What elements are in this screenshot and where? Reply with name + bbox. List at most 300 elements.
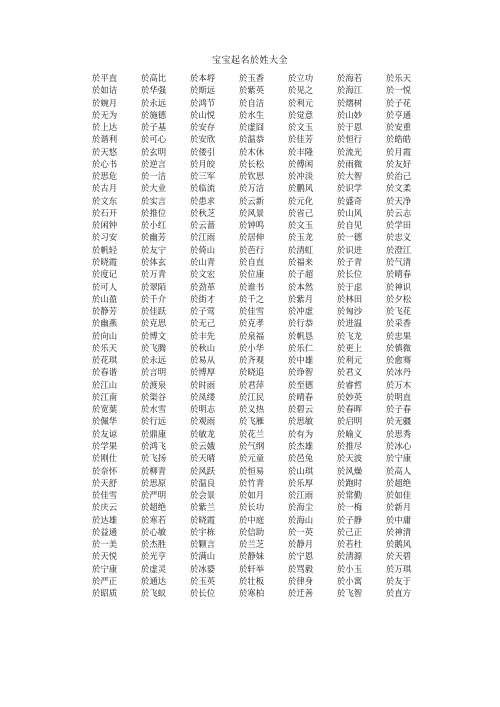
name-cell: 於亨通 xyxy=(386,109,412,120)
name-cell: 於海江 xyxy=(337,85,363,96)
name-cell: 於思秀 xyxy=(386,428,412,439)
name-cell: 於佳跃 xyxy=(141,306,167,317)
name-cell: 於治己 xyxy=(386,171,412,182)
name-cell: 於小寓 xyxy=(337,575,363,586)
name-cell: 於小红 xyxy=(141,220,167,231)
name-cell: 於一美 xyxy=(92,539,118,550)
name-cell: 於清虹 xyxy=(288,244,314,255)
name-cell: 於文东 xyxy=(92,195,118,206)
name-cell: 於观雨 xyxy=(190,416,216,427)
name-cell: 於信助 xyxy=(239,526,265,537)
name-cell: 於安欣 xyxy=(190,134,216,145)
name-cell: 於昭质 xyxy=(92,588,118,599)
name-cell: 於子青 xyxy=(337,256,363,267)
name-cell: 於雨微 xyxy=(337,158,363,169)
name-cell: 於文玉 xyxy=(288,220,314,231)
name-cell: 於风景 xyxy=(239,207,265,218)
name-cell: 於刚仕 xyxy=(92,453,118,464)
name-cell: 於泉福 xyxy=(239,330,265,341)
name-cell: 於临流 xyxy=(190,183,216,194)
name-cell: 於中庸 xyxy=(386,514,412,525)
name-cell: 於海若 xyxy=(337,73,363,83)
name-cell: 於柳青 xyxy=(141,465,167,476)
name-cell: 於明志 xyxy=(190,404,216,415)
name-cell: 於街才 xyxy=(190,293,216,304)
name-cell: 於患求 xyxy=(190,195,216,206)
name-cell: 於天悦 xyxy=(92,551,118,562)
name-cell: 於帆恳 xyxy=(288,330,314,341)
name-cell: 於时雨 xyxy=(190,379,216,390)
name-cell: 於庆云 xyxy=(92,502,118,513)
name-cell: 於跑时 xyxy=(337,477,363,488)
name-cell: 於元童 xyxy=(239,453,265,464)
name-cell: 於冲虚 xyxy=(288,306,314,317)
name-cell: 於晓追 xyxy=(239,367,265,378)
name-cell: 於天晴 xyxy=(190,453,216,464)
name-cell: 於谐利 xyxy=(92,134,118,145)
name-cell: 於天净 xyxy=(386,195,412,206)
name-cell: 於江雨 xyxy=(288,490,314,501)
name-cell: 於宁康 xyxy=(386,453,412,464)
name-cell: 於幽燕 xyxy=(92,318,118,329)
name-cell: 於壮板 xyxy=(239,575,265,586)
name-cell: 於学果 xyxy=(92,440,118,451)
name-cell: 於千介 xyxy=(141,293,167,304)
name-cell: 於翠陌 xyxy=(141,281,167,292)
name-cell: 於高比 xyxy=(141,73,167,83)
name-cell: 於严正 xyxy=(92,575,118,586)
name-cell: 於冰丹 xyxy=(386,367,412,378)
name-cell: 於本垿 xyxy=(190,73,216,83)
name-cell: 於于恩 xyxy=(337,122,363,133)
name-cell: 於轩举 xyxy=(239,563,265,574)
name-cell: 於大业 xyxy=(141,183,167,194)
name-cell: 於见之 xyxy=(288,85,314,96)
name-cell: 於推尽 xyxy=(337,440,363,451)
name-cell: 於鼎康 xyxy=(141,428,167,439)
name-cell: 於皓皓 xyxy=(386,134,412,145)
name-cell: 於中庭 xyxy=(239,514,265,525)
name-cell: 於邑兔 xyxy=(288,453,314,464)
name-cell: 於山妙 xyxy=(337,109,363,120)
name-cell: 於清源 xyxy=(337,551,363,562)
name-cell: 於月霞 xyxy=(386,146,412,157)
name-cell: 於兰芝 xyxy=(239,539,265,550)
name-cell: 於宁恩 xyxy=(288,551,314,562)
name-cell: 於飞花 xyxy=(386,306,412,317)
name-cell: 於颗言 xyxy=(190,539,216,550)
name-cell: 於飞智 xyxy=(337,588,363,599)
name-cell: 於上达 xyxy=(92,122,118,133)
name-cell: 於渠谷 xyxy=(141,391,167,402)
name-cell: 於无己 xyxy=(190,318,216,329)
name-cell: 於冰婆 xyxy=(190,563,216,574)
name-cell: 於识学 xyxy=(337,183,363,194)
name-cell: 於友好 xyxy=(386,158,412,169)
name-cell: 於居伸 xyxy=(239,232,265,243)
name-cell: 於劲革 xyxy=(190,281,216,292)
name-cell: 於严明 xyxy=(141,490,167,501)
name-cell: 於恒行 xyxy=(337,134,363,145)
name-cell: 於鸿节 xyxy=(190,97,216,108)
name-cell: 於华强 xyxy=(141,85,167,96)
name-cell: 於婉月 xyxy=(92,97,118,108)
name-cell: 於谁书 xyxy=(239,281,265,292)
name-cell: 於飞龙 xyxy=(337,330,363,341)
name-cell: 於新月 xyxy=(386,502,412,513)
name-cell: 於永远 xyxy=(141,355,167,366)
name-cell: 於凤缕 xyxy=(190,391,216,402)
name-cell: 於佩华 xyxy=(92,416,118,427)
name-cell: 於杰雄 xyxy=(288,440,314,451)
name-cell: 於山琪 xyxy=(288,465,314,476)
name-cell: 於气清 xyxy=(386,256,412,267)
name-cell: 於采香 xyxy=(386,318,412,329)
name-cell: 於友谅 xyxy=(92,428,118,439)
name-cell: 於至德 xyxy=(288,379,314,390)
name-cell: 於温恭 xyxy=(239,134,265,145)
name-cell: 於宇栋 xyxy=(190,526,216,537)
name-cell: 於晴春 xyxy=(386,269,412,280)
name-cell: 於敏龙 xyxy=(190,428,216,439)
name-cell: 於一悦 xyxy=(386,85,412,96)
name-cell: 於大智 xyxy=(337,171,363,182)
name-cell: 於万木 xyxy=(386,379,412,390)
name-cell: 於无疆 xyxy=(386,416,412,427)
name-cell: 於水雪 xyxy=(141,404,167,415)
name-cell: 於子静 xyxy=(337,514,363,525)
name-cell: 於利元 xyxy=(337,355,363,366)
name-cell: 於飞扬 xyxy=(141,453,167,464)
name-cell: 於骂毅 xyxy=(288,563,314,574)
name-cell: 於超绝 xyxy=(386,477,412,488)
name-cell: 於神清 xyxy=(386,526,412,537)
name-cell: 於晓霞 xyxy=(92,256,118,267)
name-cell: 於飞蚁 xyxy=(141,588,167,599)
name-cell: 於盛奇 xyxy=(337,195,363,206)
name-cell: 於宽葉 xyxy=(92,404,118,415)
name-cell: 於立功 xyxy=(288,73,314,83)
name-cell: 於向山 xyxy=(92,330,118,341)
name-cell: 於竹青 xyxy=(239,477,265,488)
name-cell: 於寒若 xyxy=(141,514,167,525)
name-cell: 於风燥 xyxy=(337,465,363,476)
name-cell: 於元化 xyxy=(288,195,314,206)
name-cell: 於山青 xyxy=(190,256,216,267)
name-cell: 於迁善 xyxy=(288,588,314,599)
name-cell: 於倚山 xyxy=(190,244,216,255)
name-cell: 於学田 xyxy=(386,220,412,231)
name-cell: 於克思 xyxy=(141,318,167,329)
name-cell: 於子基 xyxy=(141,122,167,133)
name-cell: 於秋山 xyxy=(190,342,216,353)
name-cell: 於神识 xyxy=(386,281,412,292)
name-cell: 於杰胜 xyxy=(141,539,167,550)
name-cell: 於风跃 xyxy=(190,465,216,476)
name-cell: 於本然 xyxy=(288,281,314,292)
name-cell: 於天悠 xyxy=(92,146,118,157)
name-cell: 於安重 xyxy=(386,122,412,133)
name-cell: 於律身 xyxy=(288,575,314,586)
name-cell: 於水生 xyxy=(239,109,265,120)
name-cell: 於愈骞 xyxy=(386,355,412,366)
name-cell: 於平直 xyxy=(92,73,118,83)
name-cell: 於睿哲 xyxy=(337,379,363,390)
name-cell: 於三军 xyxy=(190,171,216,182)
name-cell: 於古月 xyxy=(92,183,118,194)
name-cell: 於度记 xyxy=(92,269,118,280)
name-cell: 於小玉 xyxy=(337,563,363,574)
name-cell: 於言明 xyxy=(141,367,167,378)
name-cell: 於万青 xyxy=(141,269,167,280)
name-cell: 於如佳 xyxy=(386,490,412,501)
name-cell: 於自洁 xyxy=(239,97,265,108)
name-cell: 於宁康 xyxy=(92,563,118,574)
name-cell: 於气纲 xyxy=(239,440,265,451)
name-cell: 於君义 xyxy=(337,367,363,378)
name-cell: 於可人 xyxy=(92,281,118,292)
name-cell: 於鹏风 xyxy=(288,183,314,194)
name-cell: 於启明 xyxy=(337,416,363,427)
name-cell: 於江雨 xyxy=(190,232,216,243)
name-cell: 於通达 xyxy=(141,575,167,586)
name-cell: 於福来 xyxy=(288,256,314,267)
name-cell: 於乐天 xyxy=(386,73,412,83)
name-cell: 於佳芳 xyxy=(288,134,314,145)
page-title: 宝宝起名於姓大全 xyxy=(211,56,288,66)
name-cell: 於长位 xyxy=(337,269,363,280)
name-cell: 於忠果 xyxy=(386,330,412,341)
name-cell: 於天波 xyxy=(337,453,363,464)
name-cell: 於花琪 xyxy=(92,355,118,366)
name-cell: 於文柔 xyxy=(386,183,412,194)
name-cell: 於玉香 xyxy=(239,73,265,83)
name-cell: 於帆轻 xyxy=(92,244,118,255)
name-cell: 於行远 xyxy=(141,416,167,427)
name-cell: 於进温 xyxy=(337,318,363,329)
name-cell: 於万洁 xyxy=(239,183,265,194)
name-cell: 於玄明 xyxy=(141,146,167,157)
name-cell: 於林田 xyxy=(337,293,363,304)
name-cell: 於博文 xyxy=(141,330,167,341)
name-cell: 於紫英 xyxy=(239,85,265,96)
name-cell: 於子春 xyxy=(386,404,412,415)
name-cell: 於小华 xyxy=(239,342,265,353)
name-cell: 於逆言 xyxy=(141,158,167,169)
name-cell: 於长松 xyxy=(239,158,265,169)
name-cell: 於一洁 xyxy=(141,171,167,182)
name-cell: 於文宏 xyxy=(190,269,216,280)
name-cell: 於江南 xyxy=(92,391,118,402)
name-cell: 於光亨 xyxy=(141,551,167,562)
name-cell: 於冲淡 xyxy=(288,171,314,182)
name-cell: 於乐厚 xyxy=(288,477,314,488)
name-cell: 於江民 xyxy=(239,391,265,402)
name-cell: 於习安 xyxy=(92,232,118,243)
name-cell: 於紫兰 xyxy=(190,502,216,513)
name-cell: 於飞雁 xyxy=(239,416,265,427)
name-cell: 於晓霞 xyxy=(190,514,216,525)
name-cell: 於春谐 xyxy=(92,367,118,378)
name-cell: 於静芳 xyxy=(92,306,118,317)
name-cell: 於鸿飞 xyxy=(141,440,167,451)
name-cell: 於云新 xyxy=(239,195,265,206)
name-cell: 於海山 xyxy=(288,514,314,525)
name-cell: 於义热 xyxy=(239,404,265,415)
name-cell: 於益通 xyxy=(92,526,118,537)
name-cell: 於齐观 xyxy=(239,355,265,366)
name-cell: 於万琪 xyxy=(386,563,412,574)
name-cell: 於慎微 xyxy=(386,342,412,353)
name-cell: 於玉龙 xyxy=(288,232,314,243)
name-cell: 於安存 xyxy=(190,122,216,133)
name-cell: 於无为 xyxy=(92,109,118,120)
name-cell: 於达雄 xyxy=(92,514,118,525)
name-cell: 於长位 xyxy=(190,588,216,599)
name-cell: 於君萍 xyxy=(239,379,265,390)
name-cell: 於行恭 xyxy=(288,318,314,329)
name-cell: 於心敏 xyxy=(141,526,167,537)
name-cell: 於海尘 xyxy=(288,502,314,513)
name-cell: 於一梅 xyxy=(337,502,363,513)
name-cell: 於匈沙 xyxy=(337,306,363,317)
name-cell: 於石开 xyxy=(92,207,118,218)
name-cell: 於自见 xyxy=(337,220,363,231)
name-cell: 於云志 xyxy=(386,207,412,218)
name-cell: 於易从 xyxy=(190,355,216,366)
name-cell: 於春晖 xyxy=(337,404,363,415)
name-cell: 於天碧 xyxy=(386,551,412,562)
name-cell: 於忠义 xyxy=(386,232,412,243)
name-cell: 於思原 xyxy=(141,477,167,488)
name-cell: 於思危 xyxy=(92,171,118,182)
name-cell: 於可心 xyxy=(141,134,167,145)
name-cell: 於一德 xyxy=(337,232,363,243)
name-cell: 於诤智 xyxy=(288,367,314,378)
name-grid xyxy=(92,72,468,599)
name-cell: 於渡泉 xyxy=(141,379,167,390)
name-cell: 於更上 xyxy=(337,342,363,353)
name-cell: 於体玄 xyxy=(141,256,167,267)
name-cell: 於山风 xyxy=(337,207,363,218)
name-cell: 於己正 xyxy=(337,526,363,537)
name-cell: 於心书 xyxy=(92,158,118,169)
name-cell: 於夕松 xyxy=(386,293,412,304)
name-cell: 於高人 xyxy=(386,465,412,476)
name-cell: 於月皎 xyxy=(190,158,216,169)
name-cell: 於直方 xyxy=(386,588,412,599)
name-cell: 於冰心 xyxy=(386,440,412,451)
name-cell: 於幽芳 xyxy=(141,232,167,243)
name-cell: 於常勤 xyxy=(337,490,363,501)
name-cell: 於如月 xyxy=(239,490,265,501)
name-cell: 於傅闲 xyxy=(288,158,314,169)
name-cell: 於温良 xyxy=(190,477,216,488)
name-cell: 於佳雪 xyxy=(92,490,118,501)
name-cell: 於江山 xyxy=(92,379,118,390)
name-cell: 於澄江 xyxy=(386,244,412,255)
name-cell: 於倭引 xyxy=(190,146,216,157)
name-cell: 於思敏 xyxy=(288,416,314,427)
name-cell: 於流光 xyxy=(337,146,363,157)
name-cell: 於长功 xyxy=(239,502,265,513)
name-cell: 於于虑 xyxy=(337,281,363,292)
name-cell: 於碧云 xyxy=(288,404,314,415)
name-cell: 於斯远 xyxy=(190,85,216,96)
name-cell: 於子莺 xyxy=(190,306,216,317)
name-cell: 於寒柏 xyxy=(239,588,265,599)
name-cell: 於乐仁 xyxy=(288,342,314,353)
name-cell: 於会景 xyxy=(190,490,216,501)
name-cell: 於闲钟 xyxy=(92,220,118,231)
name-cell: 於一英 xyxy=(288,526,314,537)
name-cell: 於明直 xyxy=(386,391,412,402)
name-cell: 於友于 xyxy=(386,575,412,586)
name-cell: 於奈怀 xyxy=(92,465,118,476)
name-cell: 於克孝 xyxy=(239,318,265,329)
name-cell: 於玉英 xyxy=(190,575,216,586)
name-cell: 於芭行 xyxy=(239,244,265,255)
name-cell: 於飞腾 xyxy=(141,342,167,353)
name-cell: 於秋芝 xyxy=(190,207,216,218)
name-cell: 於识进 xyxy=(337,244,363,255)
name-cell: 於文玉 xyxy=(288,122,314,133)
name-cell: 於省己 xyxy=(288,207,314,218)
name-cell: 於佳雪 xyxy=(239,306,265,317)
name-cell: 於丰先 xyxy=(190,330,216,341)
name-cell: 於丰隆 xyxy=(288,146,314,157)
name-cell: 於木休 xyxy=(239,146,265,157)
name-cell: 於云娥 xyxy=(190,440,216,451)
name-cell: 於妙英 xyxy=(337,391,363,402)
name-cell: 於静妹 xyxy=(239,551,265,562)
name-cell: 於友宁 xyxy=(141,244,167,255)
name-cell: 於静月 xyxy=(288,539,314,550)
name-cell: 於山悦 xyxy=(190,109,216,120)
name-cell: 於天舒 xyxy=(92,477,118,488)
name-cell: 於永远 xyxy=(141,97,167,108)
name-cell: 於如诘 xyxy=(92,85,118,96)
name-cell: 於虚灵 xyxy=(141,563,167,574)
name-cell: 於超绝 xyxy=(141,502,167,513)
name-cell: 於熠树 xyxy=(337,97,363,108)
name-cell: 於有为 xyxy=(288,428,314,439)
name-cell: 於满山 xyxy=(190,551,216,562)
name-cell: 於晴春 xyxy=(288,391,314,402)
name-cell: 於博厚 xyxy=(190,367,216,378)
name-cell: 於喻义 xyxy=(337,428,363,439)
name-cell: 於钦思 xyxy=(239,171,265,182)
name-cell: 於子花 xyxy=(386,97,412,108)
name-cell: 於虚囧 xyxy=(239,122,265,133)
name-cell: 於施德 xyxy=(141,109,167,120)
name-cell: 於钟鸣 xyxy=(239,220,265,231)
name-cell: 於子超 xyxy=(288,269,314,280)
name-cell: 於鹅风 xyxy=(386,539,412,550)
name-cell: 於推位 xyxy=(141,207,167,218)
name-cell: 於实言 xyxy=(141,195,167,206)
name-cell: 於山盈 xyxy=(92,293,118,304)
name-cell: 於恒易 xyxy=(239,465,265,476)
name-cell: 於云蔷 xyxy=(190,220,216,231)
name-cell: 於觉意 xyxy=(288,109,314,120)
name-cell: 於乐天 xyxy=(92,342,118,353)
name-cell: 於紫月 xyxy=(288,293,314,304)
name-cell: 於中雄 xyxy=(288,355,314,366)
name-cell: 於利元 xyxy=(288,97,314,108)
name-cell: 於千之 xyxy=(239,293,265,304)
name-cell: 於自直 xyxy=(239,256,265,267)
